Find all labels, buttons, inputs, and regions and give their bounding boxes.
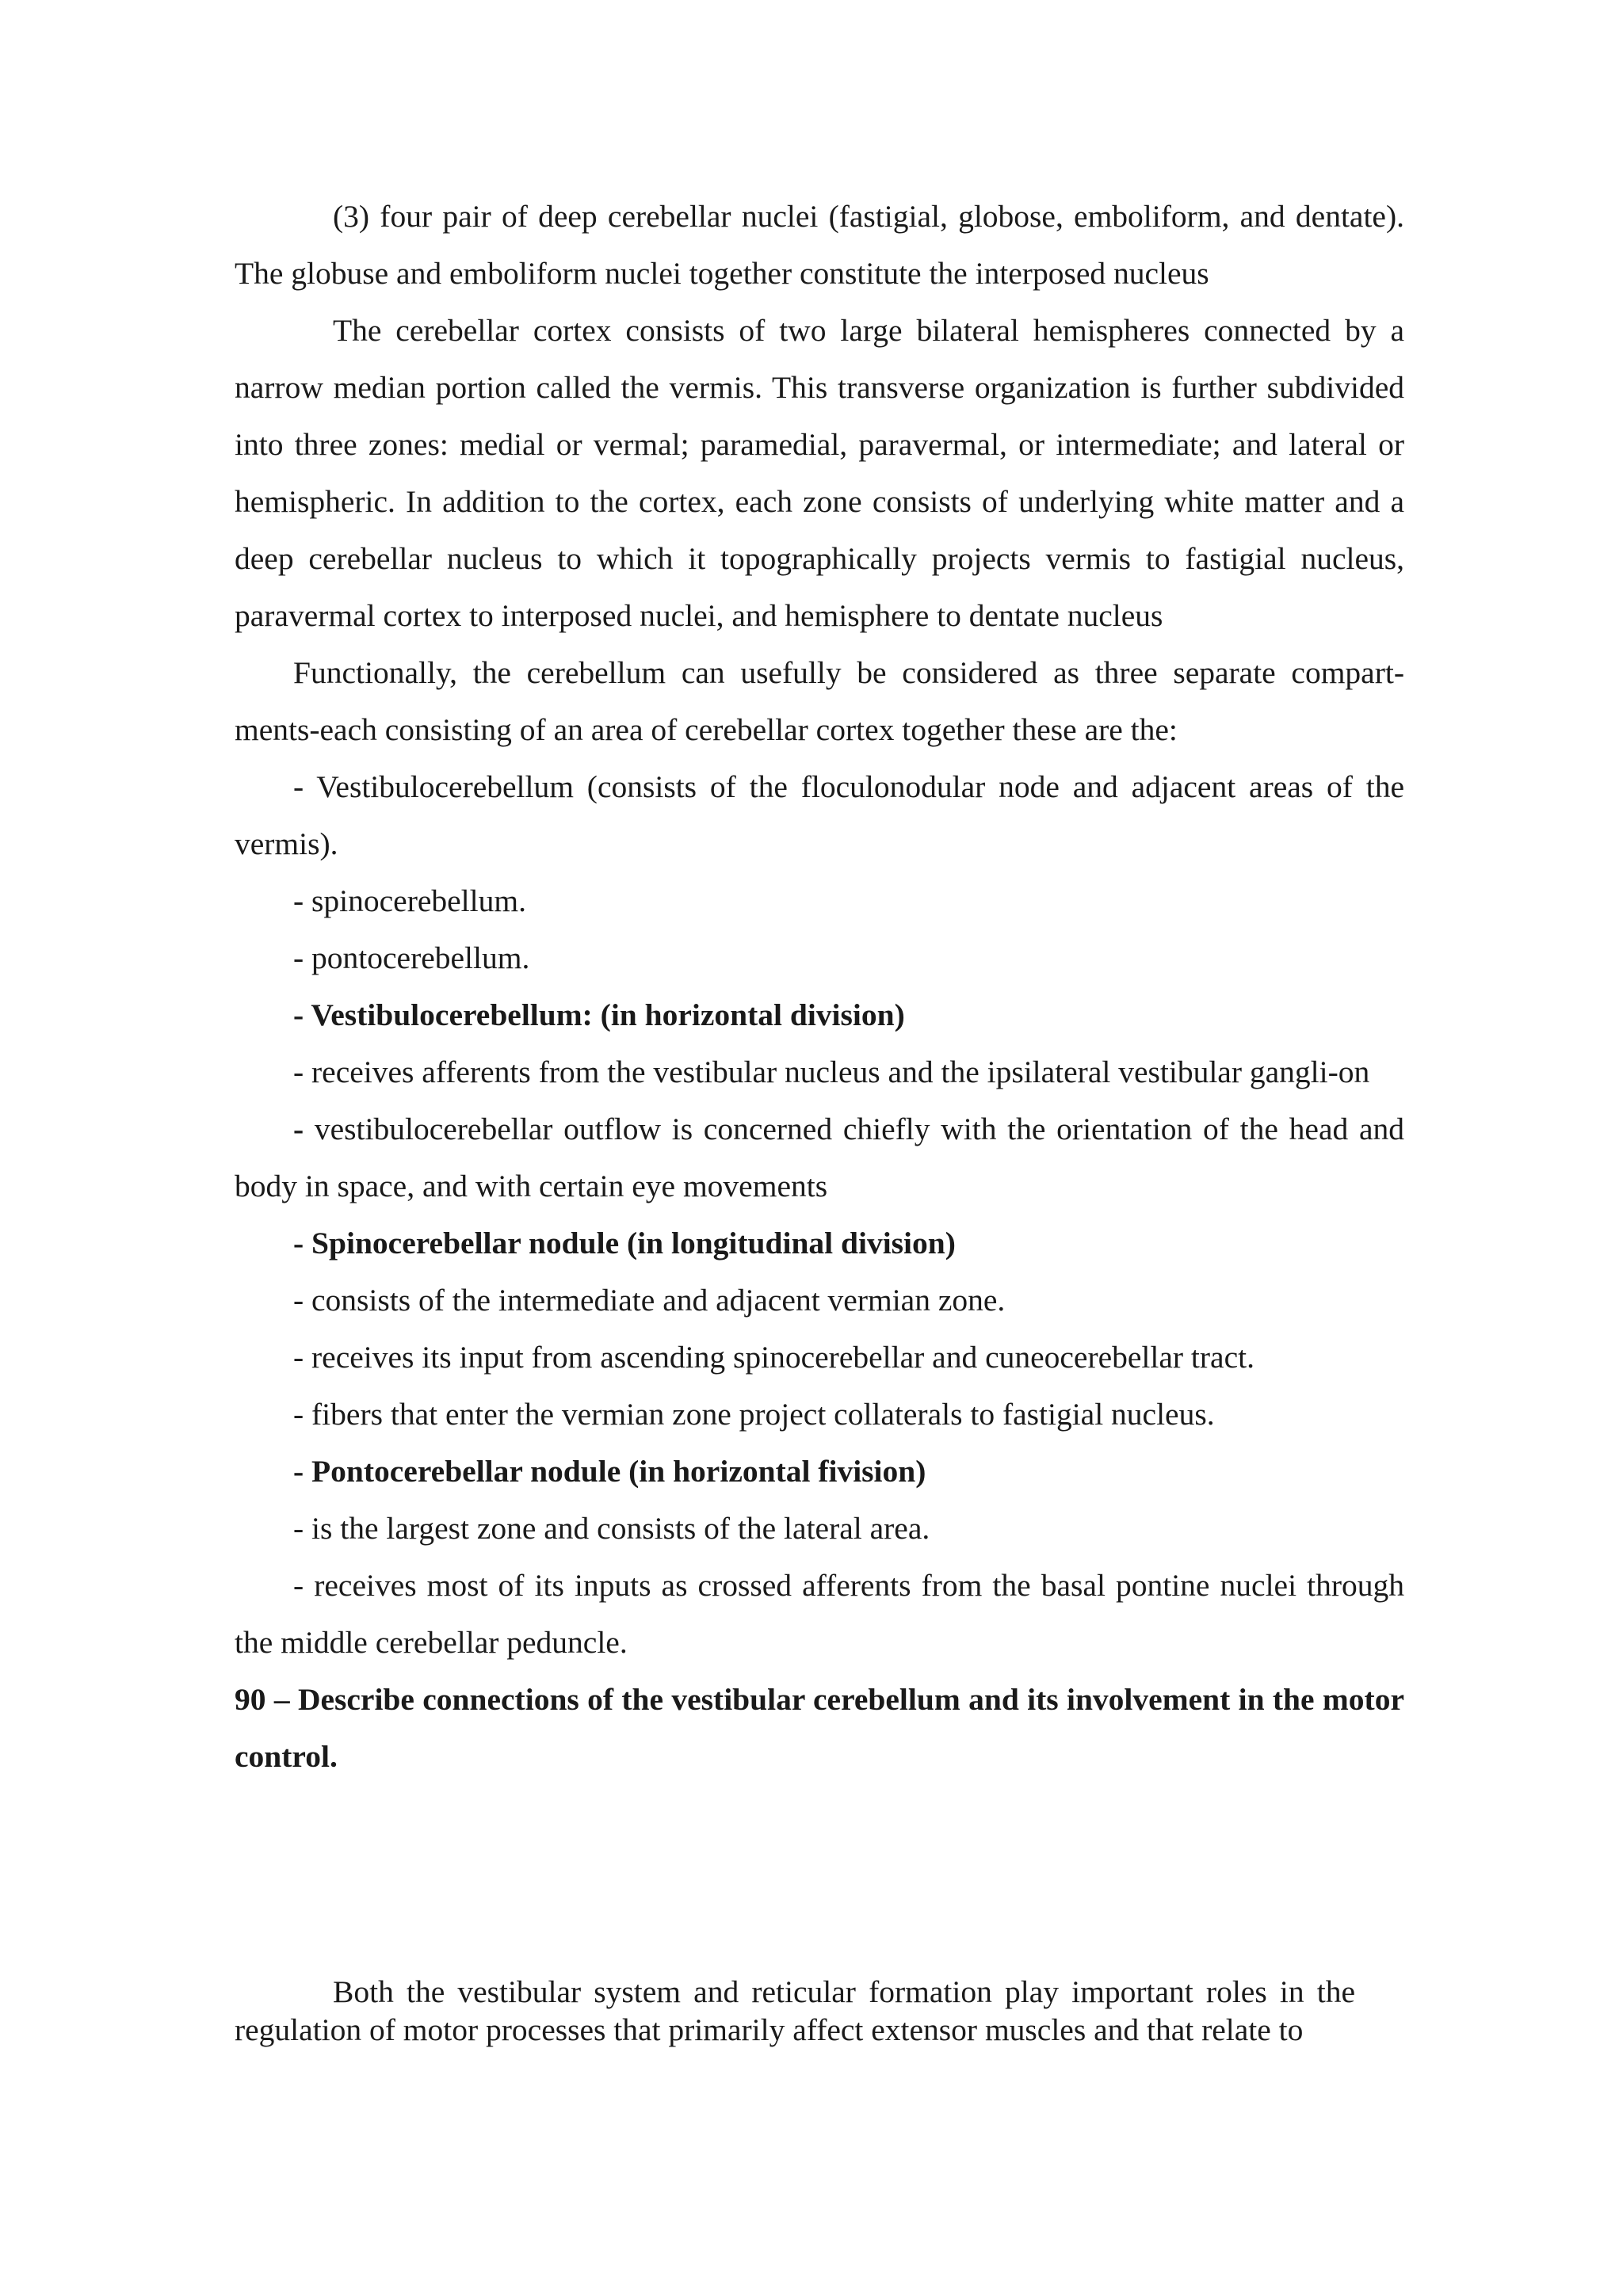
paragraph-vestibular-outflow: [235, 1100, 1404, 1215]
list-item-vestibulocerebellum: - Vestibulocerebellum (consists of the floculonodular node and adjacent areas of the vermis).: [235, 769, 1404, 861]
paragraph-cortex: The cerebellar cortex consists of two large bilateral hemispheres connected by a narrow median portion called the vermis. This transverse organization is further subdivided into three zones: medial or vermal; paramedial, paravermal, or intermediate; and lateral or hemispheric. In addition to the cortex, each zone consists of underlying white matter and a deep cerebellar nucleus to which it topographically projects vermis to fastigial nucleus, paravermal cortex to interposed nuclei, and hemisphere to dentate nucleus: [235, 313, 1404, 633]
list-item-spinocerebellum: - spinocerebellum.: [293, 883, 526, 918]
heading-spinocerebellar-nodule: - Spinocerebellar nodule (in longitudinal division): [293, 1226, 956, 1261]
paragraph-vestibular-afferents: - receives afferents from the vestibular nucleus and the ipsilateral vestibular gangli-on: [293, 1055, 1370, 1089]
paragraph-vestibular-outflow-text: vestibulocerebellar outflow is concerned chiefly with the orientation of the head and body in space, and with certain eye movements: [235, 1112, 1404, 1203]
continuation-text: [235, 1973, 1355, 2049]
list-item-input: - receives its input from ascending spinocerebellar and cuneocerebellar tract.: [293, 1340, 1254, 1375]
question-heading-90: 90 – Describe connections of the vestibular cerebellum and its involvement in the motor control.: [235, 1682, 1404, 1774]
list-item-intermediate-zone: - consists of the intermediate and adjacent vermian zone.: [293, 1283, 1006, 1318]
paragraph-functional: Functionally, the cerebellum can usefully be considered as three separate compart-ments-each consisting of an area of cerebellar cortex together these are the:: [235, 655, 1404, 747]
heading-vestibulocerebellum: - Vestibulocerebellum: (in horizontal division): [293, 997, 905, 1032]
paragraph-deep-nuclei: (3) four pair of deep cerebellar nuclei (fastigial, globose, emboliform, and dentate). The globuse and emboliform nuclei together constitute the interposed nucleus: [235, 199, 1404, 291]
list-item-pontocerebellum: - pontocerebellum.: [293, 940, 530, 975]
list-item-fibers: - fibers that enter the vermian zone project collaterals to fastigial nucleus.: [293, 1397, 1215, 1432]
paragraph-vestibular-system: Both the vestibular system and reticular formation play important roles in the regulation of motor processes that primarily affect extensor muscles and that relate to: [235, 1974, 1355, 2047]
main-text: [235, 188, 1404, 1785]
bold-dash: -: [293, 1112, 304, 1146]
heading-pontocerebellar-nodule: - Pontocerebellar nodule (in horizontal fivision): [293, 1454, 926, 1489]
list-item-crossed-afferents: - receives most of its inputs as crossed afferents from the basal pontine nuclei through the middle cerebellar peduncle.: [235, 1568, 1404, 1660]
list-item-largest-zone: - is the largest zone and consists of the lateral area.: [293, 1511, 930, 1546]
